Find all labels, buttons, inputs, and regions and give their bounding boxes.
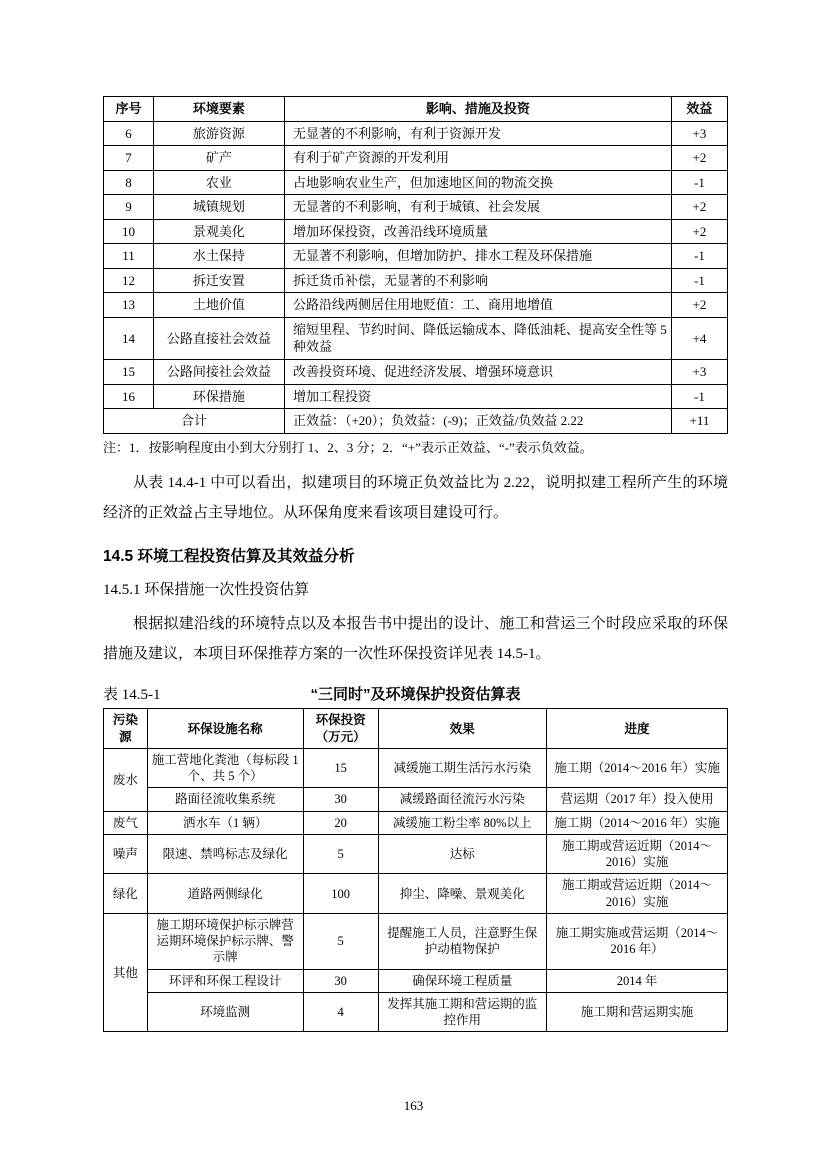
- cell-factor: 土地价值: [153, 293, 284, 318]
- cell-invest: 20: [303, 811, 378, 834]
- column-header-source: 污染源: [104, 709, 148, 749]
- cell-effect: 减缓路面径流污水污染: [378, 788, 546, 811]
- cell-total-value: +11: [671, 409, 727, 434]
- cell-effect: 确保环境工程质量: [378, 969, 546, 992]
- cell-benefit: +3: [671, 121, 727, 146]
- page-number: 163: [403, 1098, 424, 1113]
- cell-facility: 环境监测: [147, 992, 303, 1032]
- cell-invest: 30: [303, 788, 378, 811]
- heading-14-5: 14.5 环境工程投资估算及其效益分析: [103, 548, 355, 566]
- table-row: [104, 317, 728, 359]
- cell-seq: 15: [104, 360, 154, 385]
- cell-effect: 减缓施工粉尘率 80%以上: [378, 811, 546, 834]
- cell-invest: 15: [303, 748, 378, 788]
- cell-impact: 无显著的不利影响，有利于资源开发: [284, 121, 671, 146]
- cell-seq: 6: [104, 121, 154, 146]
- column-header-schedule: 进度: [547, 709, 728, 749]
- table-row: [104, 121, 728, 146]
- table-row: [104, 874, 728, 914]
- table-caption-title: “三同时”及环境保护投资估算表: [310, 686, 521, 704]
- cell-facility: 施工期环境保护标示牌营运期环境保护标示牌、警示牌: [147, 913, 303, 969]
- table-total-row: [104, 409, 728, 434]
- cell-benefit: -1: [671, 384, 727, 409]
- cell-schedule: 施工期（2014～2016 年）实施: [547, 811, 728, 834]
- table-row: [104, 811, 728, 834]
- cell-seq: 10: [104, 219, 154, 244]
- cell-benefit: -1: [671, 244, 727, 269]
- cell-benefit: +2: [671, 195, 727, 220]
- cell-factor: 景观美化: [153, 219, 284, 244]
- cell-benefit: -1: [671, 268, 727, 293]
- cell-benefit: +4: [671, 317, 727, 359]
- table-header-row: [104, 97, 728, 122]
- table-row: [104, 244, 728, 269]
- table-header-row: [104, 709, 728, 749]
- cell-schedule: 施工期和营运期实施: [547, 992, 728, 1032]
- column-header-impact: 影响、措施及投资: [284, 97, 671, 122]
- cell-impact: 改善投资环境、促进经济发展、增强环境意识: [284, 360, 671, 385]
- cell-source: 废气: [104, 811, 148, 834]
- cell-impact: 无显著的不利影响，有利于城镇、社会发展: [284, 195, 671, 220]
- cell-seq: 7: [104, 146, 154, 171]
- cell-impact: 公路沿线两侧居住用地贬值：工、商用地增值: [284, 293, 671, 318]
- cell-factor: 拆迁安置: [153, 268, 284, 293]
- table-row: [104, 219, 728, 244]
- paragraph-investment-intro: 根据拟建沿线的环境特点以及本报告书中提出的设计、施工和营运三个时段应采取的环保措施及建议，本项目环保推荐方案的一次性环保投资详见表 14.5-1。: [103, 616, 728, 663]
- column-header-facility: 环保设施名称: [147, 709, 303, 749]
- column-header-seq: 序号: [104, 97, 154, 122]
- cell-facility: 道路两侧绿化: [147, 874, 303, 914]
- cell-invest: 100: [303, 874, 378, 914]
- column-header-invest: 环保投资（万元）: [303, 709, 378, 749]
- table-row: [104, 146, 728, 171]
- cell-benefit: +2: [671, 219, 727, 244]
- environment-benefit-table: [103, 96, 728, 434]
- cell-factor: 矿产: [153, 146, 284, 171]
- table-row: [104, 268, 728, 293]
- cell-source: 废水: [104, 748, 148, 811]
- cell-total-text: 正效益：（+20）；负效益：(-9)；正效益/负效益 2.22: [284, 409, 671, 434]
- cell-facility: 限速、禁鸣标志及绿化: [147, 834, 303, 874]
- cell-factor: 公路间接社会效益: [153, 360, 284, 385]
- cell-factor: 公路直接社会效益: [153, 317, 284, 359]
- cell-total-label: 合计: [104, 409, 285, 434]
- cell-impact: 增加环保投资，改善沿线环境质量: [284, 219, 671, 244]
- cell-factor: 水土保持: [153, 244, 284, 269]
- cell-source: 其他: [104, 913, 148, 1032]
- cell-impact: 无显著不利影响，但增加防护、排水工程及环保措施: [284, 244, 671, 269]
- table-row: [104, 195, 728, 220]
- table-row: [104, 992, 728, 1032]
- cell-seq: 16: [104, 384, 154, 409]
- heading-14-5-1: 14.5.1 环保措施一次性投资估算: [103, 582, 310, 599]
- cell-invest: 5: [303, 834, 378, 874]
- cell-facility: 洒水车（1 辆）: [147, 811, 303, 834]
- cell-source: 噪声: [104, 834, 148, 874]
- table-caption-label: 表 14.5-1: [103, 687, 161, 704]
- table-row: [104, 969, 728, 992]
- cell-seq: 9: [104, 195, 154, 220]
- cell-source: 绿化: [104, 874, 148, 914]
- cell-facility: 环评和环保工程设计: [147, 969, 303, 992]
- cell-benefit: -1: [671, 170, 727, 195]
- table-row: [104, 170, 728, 195]
- cell-seq: 13: [104, 293, 154, 318]
- table-caption: [103, 683, 728, 705]
- cell-invest: 30: [303, 969, 378, 992]
- column-header-effect: 效果: [378, 709, 546, 749]
- cell-invest: 5: [303, 913, 378, 969]
- cell-benefit: +3: [671, 360, 727, 385]
- cell-effect: 减缓施工期生活污水污染: [378, 748, 546, 788]
- cell-impact: 增加工程投资: [284, 384, 671, 409]
- table-row: [104, 788, 728, 811]
- table-row: [104, 293, 728, 318]
- cell-seq: 8: [104, 170, 154, 195]
- cell-facility: 路面径流收集系统: [147, 788, 303, 811]
- column-header-factor: 环境要素: [153, 97, 284, 122]
- cell-benefit: +2: [671, 146, 727, 171]
- cell-schedule: 施工期或营运近期（2014～2016）实施: [547, 834, 728, 874]
- table-row: [104, 384, 728, 409]
- environment-investment-table: [103, 708, 728, 1032]
- table-note: 注：1．按影响程度由小到大分别打 1、2、3 分；2．“+”表示正效益、“-”表示负效益。: [103, 439, 593, 455]
- cell-impact: 拆迁货币补偿，无显著的不利影响: [284, 268, 671, 293]
- cell-seq: 11: [104, 244, 154, 269]
- cell-impact: 有利于矿产资源的开发利用: [284, 146, 671, 171]
- cell-factor: 环保措施: [153, 384, 284, 409]
- table-row: [104, 748, 728, 788]
- table-row: [104, 913, 728, 969]
- cell-seq: 12: [104, 268, 154, 293]
- column-header-benefit: 效益: [671, 97, 727, 122]
- table-row: [104, 360, 728, 385]
- cell-factor: 城镇规划: [153, 195, 284, 220]
- cell-effect: 抑尘、降噪、景观美化: [378, 874, 546, 914]
- cell-schedule: 2014 年: [547, 969, 728, 992]
- cell-benefit: +2: [671, 293, 727, 318]
- cell-schedule: 施工期或营运近期（2014～2016）实施: [547, 874, 728, 914]
- table-row: [104, 834, 728, 874]
- cell-facility: 施工营地化粪池（每标段 1 个、共 5 个）: [147, 748, 303, 788]
- cell-seq: 14: [104, 317, 154, 359]
- cell-effect: 提醒施工人员，注意野生保护动植物保护: [378, 913, 546, 969]
- cell-invest: 4: [303, 992, 378, 1032]
- cell-factor: 农业: [153, 170, 284, 195]
- cell-impact: 缩短里程、节约时间、降低运输成本、降低油耗、提高安全性等 5 种效益: [284, 317, 671, 359]
- cell-factor: 旅游资源: [153, 121, 284, 146]
- cell-effect: 发挥其施工期和营运期的监控作用: [378, 992, 546, 1032]
- paragraph-benefit-ratio: 从表 14.4-1 中可以看出，拟建项目的环境正负效益比为 2.22，说明拟建工程所产生的环境经济的正效益占主导地位。从环保角度来看该项目建设可行。: [103, 475, 728, 522]
- document-content: [103, 96, 728, 1032]
- cell-effect: 达标: [378, 834, 546, 874]
- cell-schedule: 施工期（2014～2016 年）实施: [547, 748, 728, 788]
- cell-schedule: 施工期实施或营运期（2014～2016 年）: [547, 913, 728, 969]
- cell-impact: 占地影响农业生产，但加速地区间的物流交换: [284, 170, 671, 195]
- cell-schedule: 营运期（2017 年）投入使用: [547, 788, 728, 811]
